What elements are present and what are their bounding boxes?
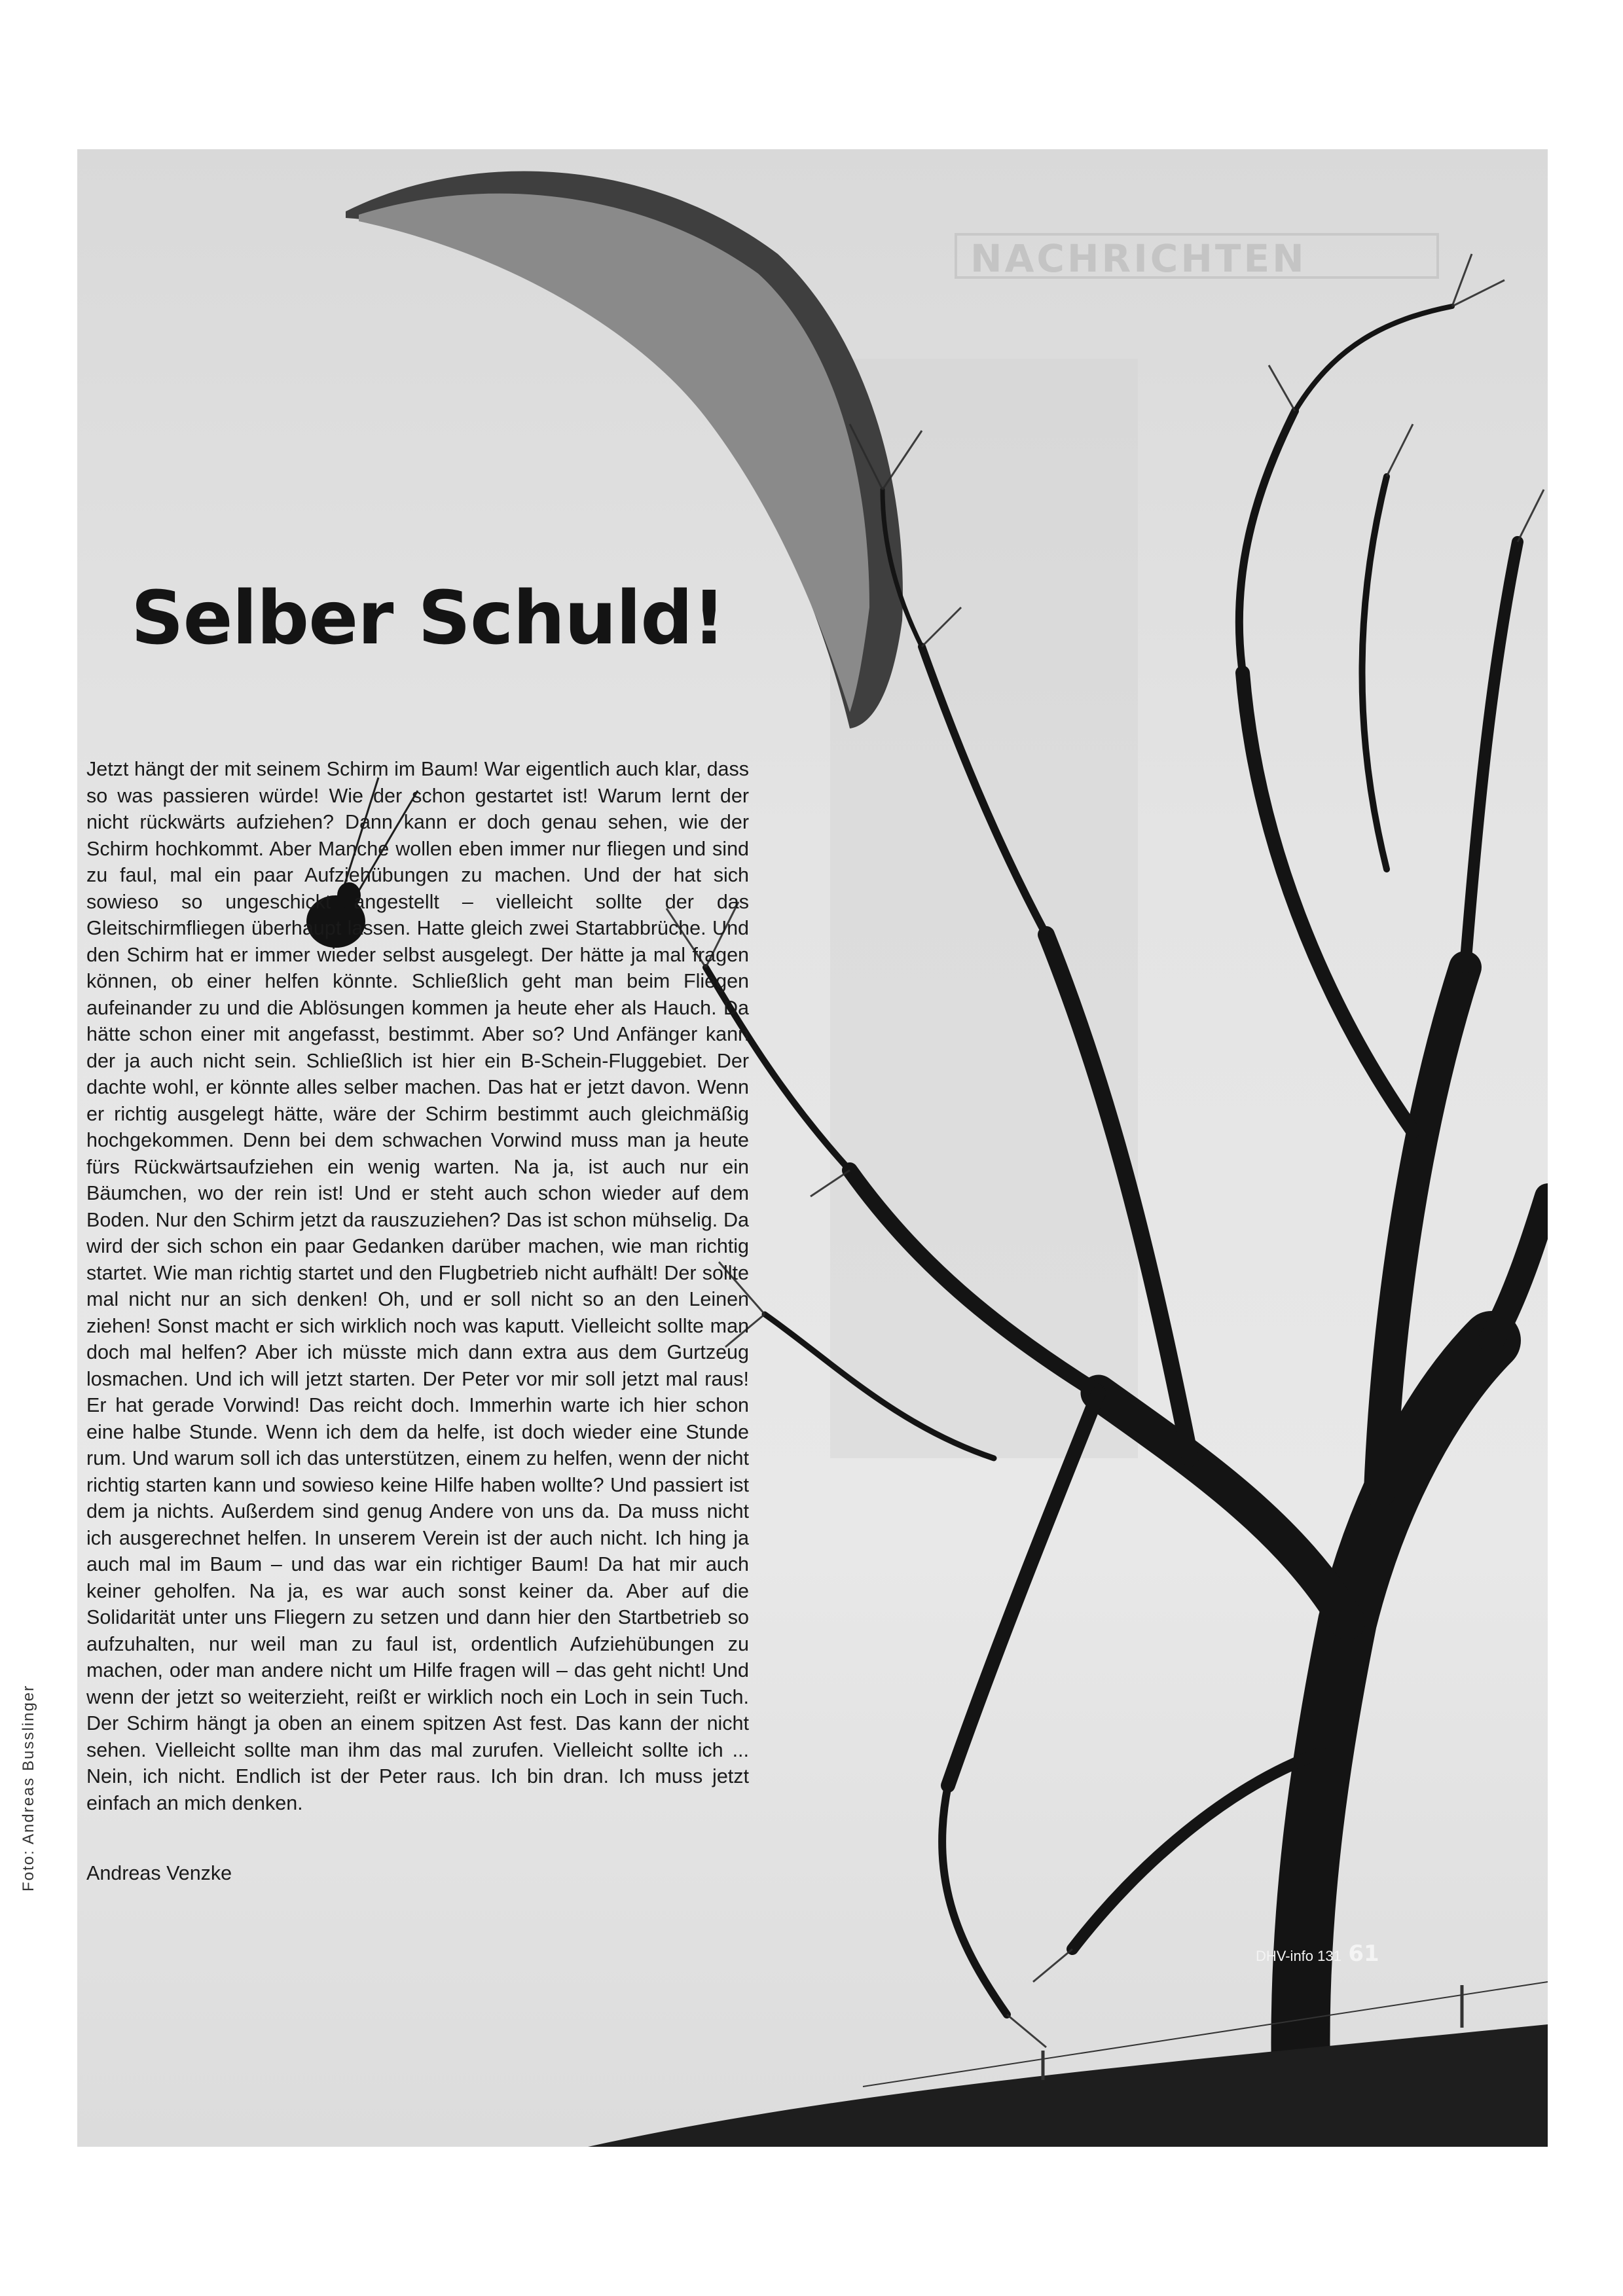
article-author: Andreas Venzke <box>86 1862 232 1884</box>
article-body: Jetzt hängt der mit seinem Schirm im Baum! War eigentlich auch klar, dass so was passieren würde! Wie der schon gestartet ist! Warum lernt der nicht rückwärts aufziehen? Dann kann er doch genau sehen, wie der Schirm hochkommt. Aber Manche wollen eben immer nur fliegen und sind zu faul, mal ein paar Aufziehübungen zu machen. Und der hat sich sowieso so ungeschickt angestellt – vielleicht sollte der das Gleitschirmfliegen überhaupt lassen. Hatte gleich zwei Startabbrüche. Und den Schirm hat er immer wieder selbst ausgelegt. Der hätte ja mal fragen können, ob einer helfen könnte. Schließlich geht man beim Fliegen aufeinander zu und die Ablösungen kommen ja heute eher als Hauch. Da hätte schon einer mit angefasst, bestimmt. Aber so? Und Anfänger kann der ja auch nicht sein. Schließlich ist hier ein B-Schein-Fluggebiet. Der dachte wohl, er könnte alles selber machen. Das hat er jetzt davon. Wenn er richtig ausgelegt hätte, wäre der Schirm bestimmt auch gleichmäßig hochgekommen. Denn bei dem schwachen Vorwind muss man ja heute fürs Rückwärtsaufziehen ein wenig warten. Na ja, ist auch nur ein Bäumchen, wo der rein ist! Und er steht auch schon wieder auf dem Boden. Nur den Schirm jetzt da rauszuziehen? Das ist schon mühselig. Da wird der sich schon ein paar Gedanken darüber machen, wie man richtig startet. Wie man richtig startet und den Flugbetrieb nicht aufhält! Der sollte mal nicht nur an sich denken! Oh, und er soll nicht so an den Leinen ziehen! Sonst macht er sich wirklich noch was kaputt. Vielleicht sollte man doch mal helfen? Aber ich müsste mich dann extra aus dem Gurtzeug losmachen. Und ich will jetzt starten. Der Peter vor mir soll jetzt mal raus! Er hat gerade Vorwind! Das reicht doch. Immerhin warte ich hier schon eine halbe Stunde. Wenn ich dem da helfe, ist doch wieder eine Stunde rum. Und warum soll ich das unterstützen, einem zu helfen, wenn der nicht richtig starten kann und sowieso keine Hilfe haben wollte? Und passiert ist dem ja nichts. Außerdem sind genug Andere von uns da. Da muss nicht ich ausgerechnet helfen. In unserem Verein ist der auch nicht. Ich hing ja auch mal im Baum – und das war ein richtiger Baum! Da hat mir auch keiner geholfen. Na ja, es war auch sonst keiner da. Aber auf die Solidarität unter uns Fliegern zu setzen und dann hier den Startbetrieb so aufzuhalten, nur weil man zu faul ist, ordentlich Aufziehübungen zu machen, oder man andere nicht um Hilfe fragen will – das geht nicht! Und wenn der jetzt so weiterzieht, reißt er wirklich noch ein Loch in sein Tuch. Der Schirm hängt ja oben an einem spitzen Ast fest. Das kann der nicht sehen. Vielleicht sollte man ihm das mal zurufen. Vielleicht sollte ich ... Nein, ich nicht. Endlich ist der Peter raus. Ich bin dran. Ich muss jetzt einfach an mich denken. <box>86 758 749 1814</box>
magazine-label: DHV-info 131 <box>1256 1948 1341 1964</box>
page-footer <box>1256 1941 1379 1967</box>
photo-credit: Foto: Andreas Busslinger <box>20 1684 37 1892</box>
page-number: 61 <box>1348 1941 1379 1967</box>
section-header-ghost: NACHRICHTEN <box>955 233 1439 279</box>
article-title: Selber Schuld! <box>131 576 725 661</box>
hill-ground <box>588 2024 1548 2147</box>
